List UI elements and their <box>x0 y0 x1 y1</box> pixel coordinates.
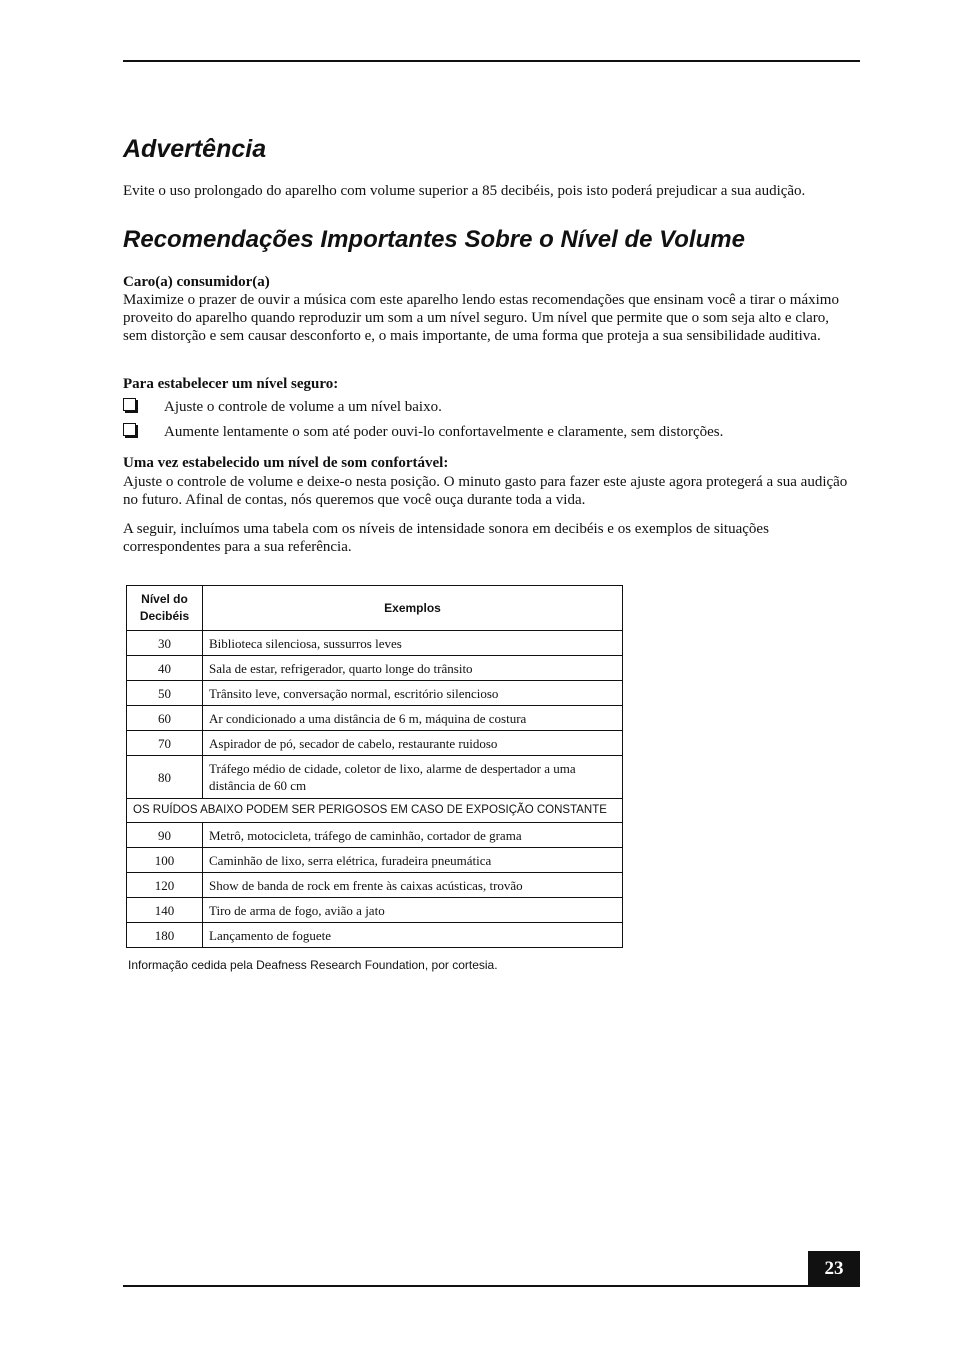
advertencia-body: Evite o uso prolongado do aparelho com volume superior a 85 decibéis, pois isto poderá prejudicar a sua audição. <box>123 183 806 199</box>
list-item-text: Aumente lentamente o som até poder ouvi-lo confortavelmente e claramente, sem distorções. <box>164 424 724 440</box>
cell-example: Trânsito leve, conversação normal, escritório silencioso <box>203 681 623 706</box>
table-row <box>127 756 623 799</box>
table-intro: A seguir, incluímos uma tabela com os níveis de intensidade sonora em decibéis e os exemplos de situações correspondentes para a sua referência. <box>123 521 769 555</box>
cell-level: 80 <box>127 756 203 799</box>
col-header-examples: Exemplos <box>203 586 623 631</box>
cell-example: Tráfego médio de cidade, coletor de lixo, alarme de despertador a uma distância de 60 cm <box>203 756 623 799</box>
table-row <box>127 656 623 681</box>
table-credit: Informação cedida pela Deafness Research Foundation, por cortesia. <box>128 958 498 972</box>
intro-paragraph: Maximize o prazer de ouvir a música com este aparelho lendo estas recomendações que ensinam você a tirar o máximo proveito do aparelho quando reproduzir um som a um nível seguro. Um nível que permite que o som seja alto e claro, sem distorção e sem causar desconforto e, o mais importante, de uma forma que proteja a sua sensibilidade auditiva. <box>123 292 839 344</box>
decibel-table <box>126 585 623 948</box>
table-row <box>127 706 623 731</box>
table-row <box>127 873 623 898</box>
safe-level-heading: Para estabelecer um nível seguro: <box>123 376 339 392</box>
comfort-paragraph: Ajuste o controle de volume e deixe-o nesta posição. O minuto gasto para fazer este ajuste agora protegerá a sua audição no futuro. Afinal de contas, nós queremos que você ouça durante toda a vida. <box>123 474 848 508</box>
section-title-recomendacoes: Recomendações Importantes Sobre o Nível de Volume <box>123 226 745 253</box>
table-header-row <box>127 586 623 631</box>
cell-level: 40 <box>127 656 203 681</box>
cell-example: Show de banda de rock em frente às caixas acústicas, trovão <box>203 873 623 898</box>
list-item-text: Ajuste o controle de volume a um nível baixo. <box>164 399 442 415</box>
table-row <box>127 731 623 756</box>
table-warning-row <box>127 799 623 823</box>
cell-example: Ar condicionado a uma distância de 6 m, máquina de costura <box>203 706 623 731</box>
section-title-advertencia: Advertência <box>123 135 267 163</box>
cell-level: 30 <box>127 631 203 656</box>
cell-example: Aspirador de pó, secador de cabelo, restaurante ruidoso <box>203 731 623 756</box>
col-header-level-line1: Nível do <box>141 592 188 606</box>
greeting: Caro(a) consumidor(a) <box>123 274 270 290</box>
table-row <box>127 823 623 848</box>
table-row <box>127 681 623 706</box>
checkbox-bullet-icon <box>123 398 136 411</box>
cell-level: 180 <box>127 923 203 948</box>
checkbox-bullet-icon <box>123 423 136 436</box>
comfort-heading: Uma vez estabelecido um nível de som confortável: <box>123 455 449 471</box>
cell-level: 50 <box>127 681 203 706</box>
table-row <box>127 848 623 873</box>
cell-example: Biblioteca silenciosa, sussurros leves <box>203 631 623 656</box>
page-number: 23 <box>808 1251 860 1286</box>
cell-level: 100 <box>127 848 203 873</box>
cell-level: 60 <box>127 706 203 731</box>
footer-rule <box>123 1285 860 1287</box>
cell-example: Sala de estar, refrigerador, quarto longe do trânsito <box>203 656 623 681</box>
cell-level: 70 <box>127 731 203 756</box>
cell-level: 90 <box>127 823 203 848</box>
warning-text: OS RUÍDOS ABAIXO PODEM SER PERIGOSOS EM CASO DE EXPOSIÇÃO CONSTANTE <box>127 799 623 823</box>
cell-example: Metrô, motocicleta, tráfego de caminhão, cortador de grama <box>203 823 623 848</box>
col-header-level-line2: Decibéis <box>139 609 190 623</box>
cell-example: Lançamento de foguete <box>203 923 623 948</box>
table-row <box>127 898 623 923</box>
table-row <box>127 923 623 948</box>
table-row <box>127 631 623 656</box>
col-header-level <box>127 586 203 631</box>
cell-level: 140 <box>127 898 203 923</box>
header-rule <box>123 60 860 62</box>
cell-example: Caminhão de lixo, serra elétrica, furadeira pneumática <box>203 848 623 873</box>
cell-level: 120 <box>127 873 203 898</box>
cell-example: Tiro de arma de fogo, avião a jato <box>203 898 623 923</box>
